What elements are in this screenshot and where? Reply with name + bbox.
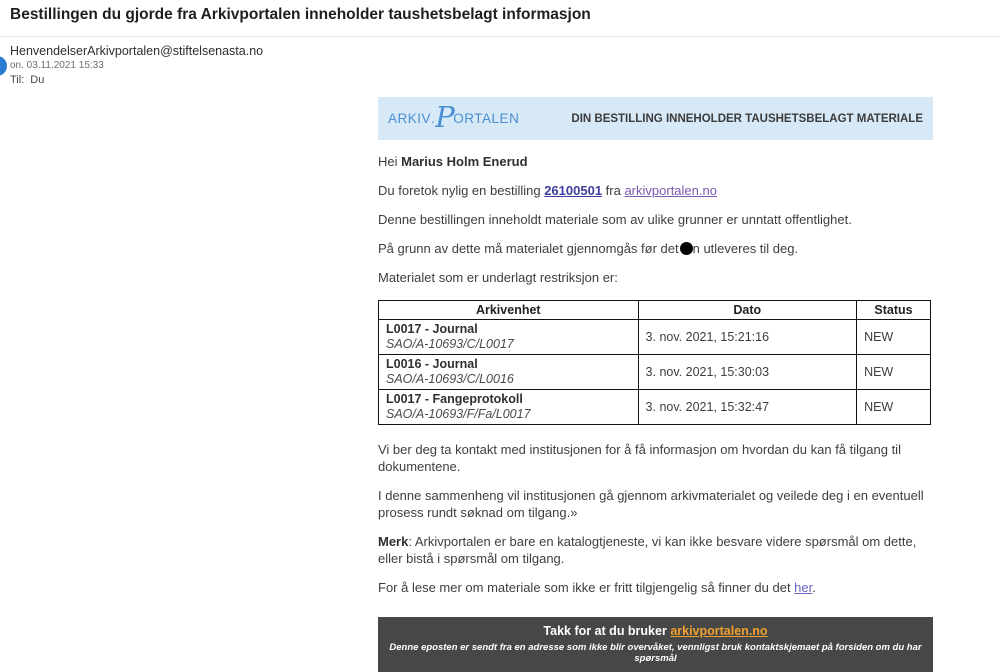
logo-text-prefix: ARKIV bbox=[388, 111, 432, 126]
column-header-status: Status bbox=[857, 301, 931, 320]
note-paragraph bbox=[378, 533, 933, 567]
arkivenhet-cell bbox=[379, 320, 639, 355]
recipient-line bbox=[10, 74, 44, 86]
email-body bbox=[378, 97, 933, 672]
greeting-line bbox=[378, 153, 933, 170]
unit-reference: SAO/A-10693/C/L0017 bbox=[386, 337, 514, 351]
logo-text-suffix: ORTALEN bbox=[453, 111, 520, 126]
read-more-link[interactable]: her bbox=[794, 580, 813, 595]
dato-cell: 3. nov. 2021, 15:21:16 bbox=[638, 320, 857, 355]
read-more-period: . bbox=[812, 580, 816, 595]
arkivportalen-link[interactable]: arkivportalen.no bbox=[624, 183, 717, 198]
sender-email[interactable]: HenvendelserArkivportalen@stiftelsenasta.no bbox=[10, 44, 264, 58]
table-row bbox=[379, 355, 931, 390]
redaction-dot bbox=[680, 242, 693, 255]
table-row bbox=[379, 390, 931, 425]
column-header-arkivenhet: Arkivenhet bbox=[379, 301, 639, 320]
exempt-paragraph: Denne bestillingen inneholdt materiale som av ulike grunner er unntatt offentlighet. bbox=[378, 212, 852, 227]
unit-reference: SAO/A-10693/F/Fa/L0017 bbox=[386, 407, 531, 421]
unit-name: L0017 - Journal bbox=[386, 322, 478, 336]
unit-reference: SAO/A-10693/C/L0016 bbox=[386, 372, 514, 386]
order-text-middle: fra bbox=[602, 183, 625, 198]
logo-dot: . bbox=[431, 111, 436, 126]
note-text: : Arkivportalen er bare en katalogtjeneste, vi kan ikke besvare videre spørsmål om dette, eller bistå i spørsmål om tilgang. bbox=[378, 534, 917, 566]
footer-thanks-text: Takk for at du bruker bbox=[543, 624, 671, 638]
arkivportalen-logo bbox=[388, 100, 520, 134]
email-subject: Bestillingen du gjorde fra Arkivportalen inneholder taushetsbelagt informasjon bbox=[10, 6, 591, 23]
order-line bbox=[378, 182, 933, 199]
greeting-prefix: Hei bbox=[378, 154, 402, 169]
email-header-banner bbox=[378, 97, 933, 140]
recipient-name: Marius Holm Enerud bbox=[401, 154, 528, 169]
review-text-before: På grunn av dette må materialet gjennomgås før det bbox=[378, 241, 679, 256]
table-row bbox=[379, 320, 931, 355]
process-paragraph: I denne sammenheng vil institusjonen gå gjennom arkivmaterialet og veilede deg i en eventuell prosess rundt søknad om tilgang.» bbox=[378, 488, 924, 520]
dato-cell: 3. nov. 2021, 15:32:47 bbox=[638, 390, 857, 425]
footer-arkivportalen-link[interactable]: arkivportalen.no bbox=[670, 624, 768, 638]
status-cell: NEW bbox=[857, 355, 931, 390]
order-number-link[interactable]: 26100501 bbox=[544, 183, 603, 198]
note-label: Merk bbox=[378, 534, 409, 549]
review-text-after: n utleveres til deg. bbox=[692, 241, 799, 256]
sent-timestamp: on. 03.11.2021 15:33 bbox=[10, 60, 104, 71]
footer-thanks-line bbox=[386, 624, 925, 638]
arkivenhet-cell bbox=[379, 390, 639, 425]
restricted-intro: Materialet som er underlagt restriksjon er: bbox=[378, 270, 618, 285]
email-footer bbox=[378, 617, 933, 672]
banner-heading: DIN BESTILLING INNEHOLDER TAUSHETSBELAGT MATERIALE bbox=[571, 112, 923, 125]
unit-name: L0016 - Journal bbox=[386, 357, 478, 371]
status-cell: NEW bbox=[857, 390, 931, 425]
table-header-row bbox=[379, 301, 931, 320]
email-text bbox=[378, 153, 933, 596]
contact-paragraph: Vi ber deg ta kontakt med institusjonen for å få informasjon om hvordan du kan få tilgang til dokumentene. bbox=[378, 442, 901, 474]
restricted-material-table bbox=[378, 300, 931, 425]
sender-avatar[interactable] bbox=[0, 56, 7, 76]
arkivenhet-cell bbox=[379, 355, 639, 390]
review-paragraph bbox=[378, 240, 933, 257]
status-cell: NEW bbox=[857, 320, 931, 355]
column-header-dato: Dato bbox=[638, 301, 857, 320]
read-more-paragraph bbox=[378, 579, 933, 596]
order-text-before: Du foretok nylig en bestilling bbox=[378, 183, 545, 198]
read-more-text: For å lese mer om materiale som ikke er fritt tilgjengelig så finner du det bbox=[378, 580, 795, 595]
to-label: Til: bbox=[10, 74, 25, 86]
footer-noreply-notice: Denne eposten er sendt fra en adresse som ikke blir overvåket, vennligst bruk kontaktskjemaet på forsiden om du har spørsmål bbox=[389, 642, 922, 664]
unit-name: L0017 - Fangeprotokoll bbox=[386, 392, 523, 406]
logo-script-p: P bbox=[435, 100, 456, 134]
to-value[interactable]: Du bbox=[30, 74, 45, 86]
header-divider bbox=[0, 36, 1000, 37]
dato-cell: 3. nov. 2021, 15:30:03 bbox=[638, 355, 857, 390]
